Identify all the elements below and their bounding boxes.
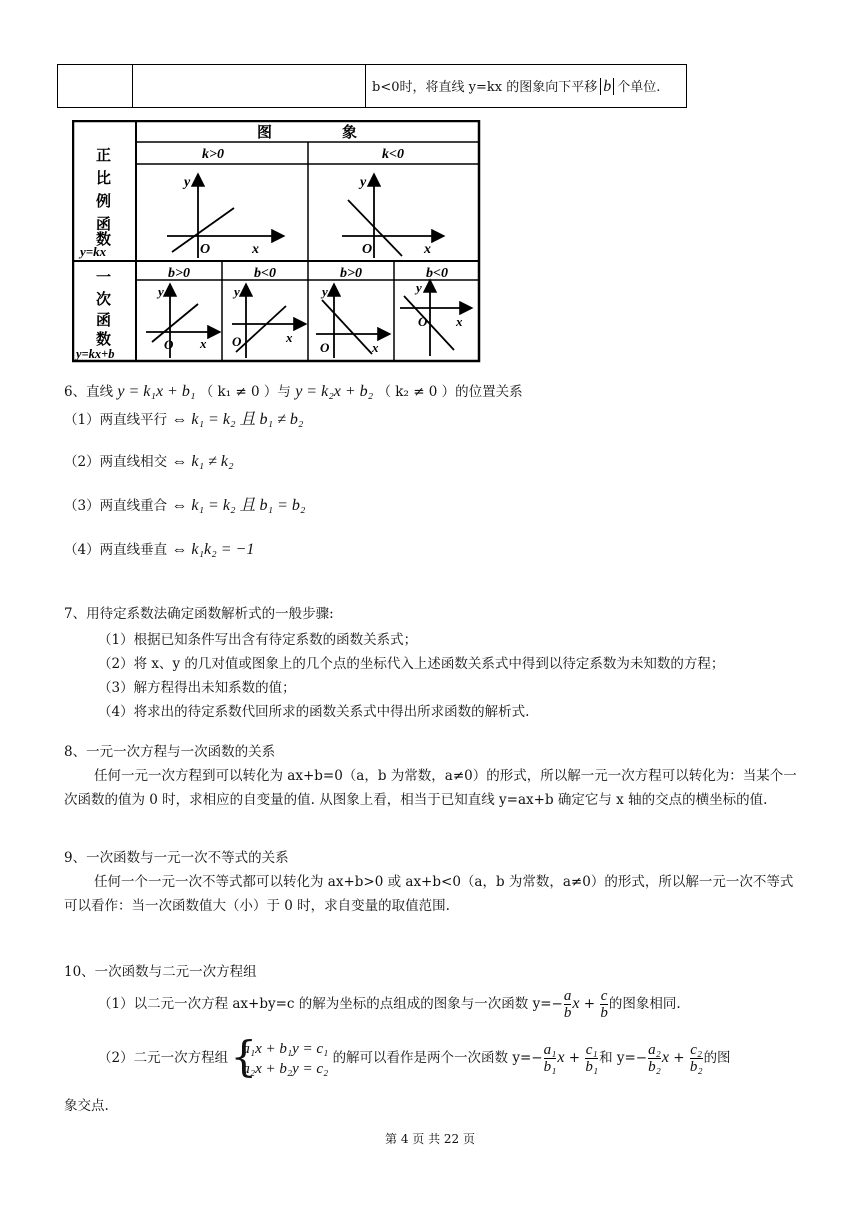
s10-item1-text-a: （1）以二元一次方程 ax+by=c 的解为坐标的点组成的图象与一次函数 y=−	[98, 996, 563, 1012]
s10-item2-text-a: （2）二元一次方程组	[98, 1050, 229, 1066]
s10-item-1: （1）以二元一次方程 ax+by=c 的解为坐标的点组成的图象与一次函数 y=− $\frac{a}{b}$ x + $\frac{c}{b}$ 的图象相同.	[98, 988, 681, 1021]
origin: O	[200, 242, 211, 257]
s6-item-label: （2）两直线相交	[64, 454, 168, 470]
cond-k-pos: k>0	[202, 147, 224, 162]
graph-kpos-bpos	[146, 284, 218, 358]
row1-formula: y=kx	[80, 244, 107, 259]
cond-b-neg-1: b<0	[254, 266, 276, 281]
s6-item-label: （4）两直线垂直	[64, 542, 168, 558]
s10-title: 10、一次函数与二元一次方程组	[64, 964, 257, 980]
axis-y: y	[234, 284, 240, 299]
system-row-2: a₂x + b₂y = c₂	[242, 1060, 329, 1077]
s6-title	[64, 382, 523, 402]
origin: O	[418, 314, 428, 329]
axis-x: x	[252, 242, 259, 257]
top-table-cell-2	[133, 65, 366, 108]
origin: O	[320, 340, 330, 355]
origin: O	[362, 242, 373, 257]
cond-k-neg: k<0	[382, 147, 404, 162]
s10-item2-text-c: 和 y=−	[599, 1050, 648, 1066]
origin: O	[232, 334, 242, 349]
axis-y: y	[322, 284, 328, 299]
graph-kneg-bneg	[400, 280, 470, 356]
frac-c2-over-b2: $\frac{\text{c₂}}{\text{b₂}}$	[689, 1042, 703, 1075]
cond-b-pos-1: b>0	[168, 266, 190, 281]
row2-label-1: 次	[96, 292, 112, 308]
s6-item-3	[64, 496, 305, 516]
s6-item-4	[64, 540, 254, 560]
s6-item-label: （1）两直线平行	[64, 412, 168, 428]
frac-a2-over-b2: $\frac{\text{a₂}}{\text{b₂}}$	[648, 1042, 661, 1075]
header-tu: 图	[257, 125, 273, 141]
s10-item2-text-d: 的图	[703, 1050, 731, 1066]
s8-title: 8、一元一次方程与一次函数的关系	[64, 744, 276, 760]
top-table-text: b<0时，将直线 y=kx 的图象向下平移	[372, 80, 598, 95]
abs-b: b	[600, 78, 614, 95]
row1-label-2: 例	[96, 194, 112, 210]
axis-y: y	[184, 175, 191, 190]
axis-x: x	[372, 340, 379, 355]
row2-label-3: 数	[96, 332, 112, 348]
axis-x: x	[200, 336, 207, 351]
s7-item-4: （4）将求出的待定系数代回所求的函数关系式中得出所求函数的解析式.	[98, 704, 530, 720]
s10-item-2: （2）二元一次方程组 { a₁x + b₁y = c₁ a₂x + b₂y = c₂ 的解可以看作是两个一次函数 y=− $\frac{\text{a₁}}{\text{b₁}}$ x + $\frac{\text{c₁}}{\text{b₁}}$ 和 y=− $\frac{\text{a₂}}{\text{b₂}}$ x + $\frac{\text{c₂}}{\text{b₂}}$ 的图	[98, 1031, 731, 1081]
row1-label-0: 正	[96, 148, 112, 164]
row1-label-1: 比	[96, 171, 112, 187]
frac-a-over-b: $\frac{a}{b}$	[563, 988, 572, 1021]
s6-eq1: y = k₁x + b₁	[117, 383, 196, 400]
s6-cond1: （ k₁ ≠ 0 ）与	[199, 384, 291, 400]
s6-item-2	[64, 452, 234, 472]
row1-label-3: 函	[96, 217, 112, 233]
axis-x: x	[456, 314, 463, 329]
axis-x: x	[286, 330, 293, 345]
s9-body: 任何一个一元一次不等式都可以转化为 ax+b>0 或 ax+b<0（a，b 为常数，a≠0）的形式，所以解一元一次不等式可以看作：当一次函数值大（小）于 0 时，求自变量的取值范围.	[64, 874, 794, 914]
header-xiang: 象	[342, 125, 358, 141]
s6-title-prefix: 6、直线	[64, 384, 114, 400]
axis-y: y	[158, 284, 164, 299]
function-graph-figure	[72, 120, 482, 364]
top-table-cell-3	[366, 65, 687, 108]
row2-label-2: 函	[96, 313, 112, 329]
s7-item-2: （2）将 x、y 的几对值或图象上的几个点的坐标代入上述函数关系式中得到以待定系数为未知数的方程；	[98, 656, 725, 672]
frac-c1-over-b1: $\frac{\text{c₁}}{\text{b₁}}$	[585, 1042, 599, 1075]
s10-item2-text-b: 的解可以看作是两个一次函数 y=−	[332, 1050, 543, 1066]
s6-item-1	[64, 410, 303, 430]
s6-eq2: y = k₂x + b₂	[295, 383, 374, 400]
axis-y: y	[360, 175, 367, 190]
s7-item-1: （1）根据已知条件写出含有待定系数的函数关系式；	[98, 632, 418, 648]
graph-kneg-bpos	[316, 284, 388, 358]
row1-label-4: 数	[96, 232, 112, 248]
s6-item-label: （3）两直线重合	[64, 498, 168, 514]
frac-a1-over-b1: $\frac{\text{a₁}}{\text{b₁}}$	[543, 1042, 557, 1075]
s7-item-3: （3）解方程得出未知系数的值；	[98, 680, 296, 696]
origin: O	[164, 337, 174, 352]
system-row-1: a₁x + b₁y = c₁	[242, 1040, 329, 1057]
s9-title: 9、一次函数与一元一次不等式的关系	[64, 850, 289, 866]
cond-b-pos-2: b>0	[340, 266, 362, 281]
axis-x: x	[424, 242, 431, 257]
cond-b-neg-2: b<0	[426, 266, 448, 281]
top-table	[57, 64, 687, 108]
axis-y: y	[416, 280, 422, 295]
row2-formula: y=kx+b	[76, 347, 115, 361]
graph-k-positive	[167, 175, 282, 258]
s6-item-math: ⇔ k₁ = k₂ 且 b₁ = b₂	[171, 497, 306, 514]
equation-system: { a₁x + b₁y = c₁ a₂x + b₂y = c₂	[230, 1031, 329, 1081]
page-footer: 第 4 页 共 22 页	[385, 1132, 475, 1146]
s6-item-math: ⇔ k₁ ≠ k₂	[171, 453, 234, 470]
s6-cond2: （ k₂ ≠ 0 ）的位置关系	[377, 384, 523, 400]
s8-body: 任何一元一次方程到可以转化为 ax+b=0（a，b 为常数，a≠0）的形式，所以解一元一次方程可以转化为：当某个一次函数的值为 0 时，求相应的自变量的值. 从图象上看，相当于已知直线 y=ax+b 确定它与 x 轴的交点的横坐标的值.	[64, 768, 797, 808]
s7-title: 7、用待定系数法确定函数解析式的一般步骤:	[64, 606, 334, 622]
frac-c-over-b: $\frac{c}{b}$	[600, 988, 608, 1021]
s10-item2-continuation: 象交点.	[64, 1098, 109, 1114]
s6-item-math: ⇔ k₁k₂ = −1	[171, 541, 255, 558]
graph-k-negative	[342, 175, 442, 258]
graph-kpos-bneg	[232, 284, 304, 358]
top-table-cell-1	[58, 65, 133, 108]
s10-item1-text-b: 的图象相同.	[608, 996, 681, 1012]
top-table-text-after: 个单位.	[617, 80, 661, 95]
row2-label-0: 一	[96, 270, 112, 286]
s6-item-math: ⇔ k₁ = k₂ 且 b₁ ≠ b₂	[171, 411, 304, 428]
